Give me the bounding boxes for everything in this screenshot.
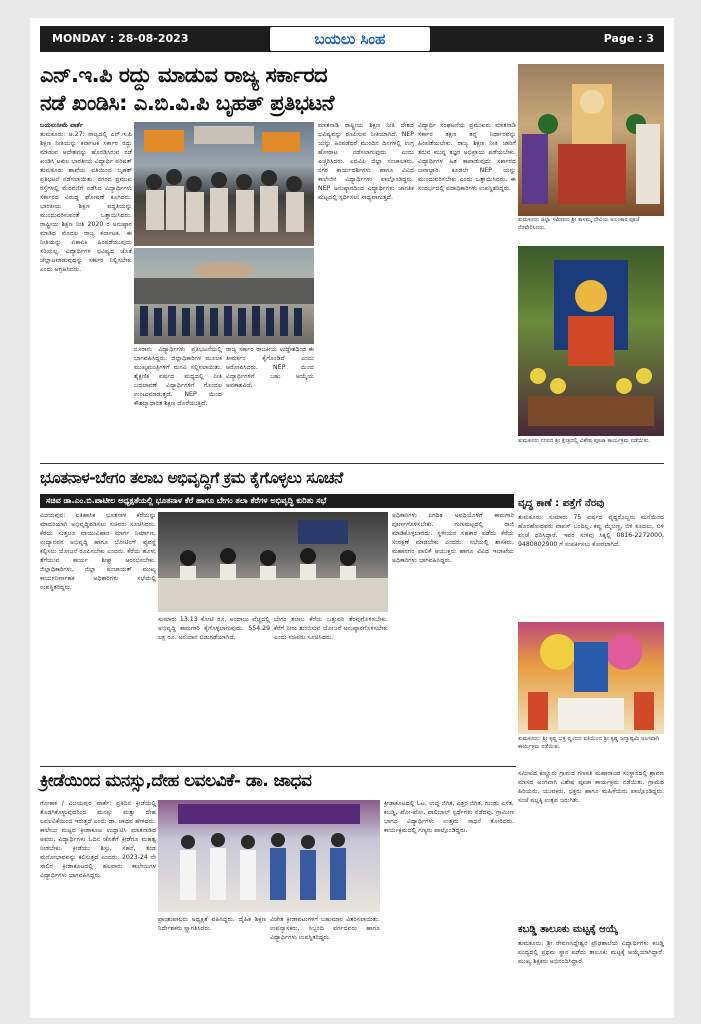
temple-idol-photo-1 — [518, 64, 664, 216]
meeting-photo — [158, 512, 388, 612]
protest-crowd-photo-2 — [134, 248, 314, 344]
newspaper-page — [30, 18, 674, 1018]
story1-col1-text: ತುಮಕೂರು: ಆ.27: ರಾಜ್ಯದಲ್ಲಿ ಎನ್.ಇ.ಪಿ ಶಿಕ್ಷಣ ನೀತಿಯನ್ನು ಕರ್ನಾಟಕ ಸರ್ಕಾರ ರದ್ದು ಮಾಡುವ ಆದೇಶವನ್ನು ಹೊರಡಿಸಿರುವ ನಡೆ ಖಂಡಿಸಿ ಅಖಿಲ ಭಾರತೀಯ ವಿದ್ಯಾರ್ಥಿ ಪರಿಷತ್ ತುಮಕೂರು ಶಾಖೆಯ ವತಿಯಿಂದ ಬೃಹತ್ ಪ್ರತಿಭಟನೆ ನಡೆಸಲಾಯಿತು. ನಗರದ ಪ್ರಮುಖ ರಸ್ತೆಗಳಲ್ಲಿ ಮೆರವಣಿಗೆ ನಡೆಸಿದ ವಿದ್ಯಾರ್ಥಿಗಳು ಸರ್ಕಾರದ ವಿರುದ್ಧ ಘೋಷಣೆ ಕೂಗಿದರು. ಭಾರತೀಯ ಶಿಕ್ಷಣ ಪದ್ಧತಿಯನ್ನು ಮುಂದುವರಿಸುವಂತೆ ಒತ್ತಾಯಿಸಿದರು. ರಾಷ್ಟ್ರೀಯ ಶಿಕ್ಷಣ ನೀತಿ 2020 ರ ಅನುಷ್ಠಾನ ಮಾಡಿದ ಮೊದಲ ರಾಜ್ಯ ಕರ್ನಾಟಕ. ಈ ನೀತಿಯನ್ನು ಏಕಾಏಕಿ ಹಿಂಪಡೆಯುವುದು ಸರಿಯಲ್ಲ. ವಿದ್ಯಾರ್ಥಿಗಳ ಭವಿಷ್ಯದ ಜೊತೆ ಚೆಲ್ಲಾಟವಾಡುವುದನ್ನು ಸರ್ಕಾರ ನಿಲ್ಲಿಸಬೇಕು ಎಂದು ಆಗ್ರಹಿಸಿದರು. — [40, 130, 132, 273]
story1-column-5: ವಿದ್ಯಾರ್ಥಿ ಸಂಘಟನೆಯ ಪ್ರಮುಖರು ಮಾತನಾಡಿ ಸರ್ಕಾರ ತಕ್ಷಣ ತನ್ನ ನಿರ್ಧಾರವನ್ನು ಹಿಂಪಡೆಯಬೇಕು. ರಾಜ್ಯ ಶಿಕ್ಷಣ ನೀತಿ ಜಾರಿಗೆ ತರುವ ಮುನ್ನ ತಜ್ಞರ ಅಭಿಪ್ರಾಯ ಪಡೆಯಬೇಕು. ವಿದ್ಯಾರ್ಥಿಗಳ ಹಿತ ಕಾಪಾಡುವುದು ಸರ್ಕಾರದ ಜವಾಬ್ದಾರಿ. ಕೂಡಲೇ NEP ಯನ್ನು ಮುಂದುವರಿಸಬೇಕು ಎಂದು ಒತ್ತಾಯಿಸಿದರು. ಈ ಸಂದರ್ಭದಲ್ಲಿ ಪದಾಧಿಕಾರಿಗಳು ಉಪಸ್ಥಿತರಿದ್ದರು. — [418, 122, 516, 192]
sports-event-photo — [158, 800, 380, 912]
missing-person-title: ವೃದ್ಧ ಕಾಣೆ : ಪತ್ತೆಗೆ ನೆರವು — [518, 498, 605, 509]
story2-column-4: ಅಧಿಕಾರಿಗಳು ನಿಗದಿತ ಅವಧಿಯೊಳಗೆ ಕಾಮಗಾರಿ ಪೂರ್ಣಗೊಳಿಸಬೇಕು. ಗುಣಮಟ್ಟದಲ್ಲಿ ರಾಜಿ ಮಾಡಿಕೊಳ್ಳಬಾರದು. ಸ್ಥಳೀಯರ ಸಹಕಾರ ಪಡೆದು ಕೆರೆಯ ಸಂರಕ್ಷಣೆ ಮಾಡಬೇಕು ಎಂದರು. ಸಭೆಯಲ್ಲಿ ಶಾಸಕರು, ಮಹಾನಗರ ಪಾಲಿಕೆ ಆಯುಕ್ತರು ಹಾಗೂ ವಿವಿಧ ಇಲಾಖೆಯ ಅಧಿಕಾರಿಗಳು ಭಾಗವಹಿಸಿದ್ದರು. — [392, 512, 514, 564]
festival-photo — [518, 622, 664, 734]
section-divider-2 — [40, 766, 516, 767]
story2-column-1: ವಿಜಯಪುರ: ಐತಿಹಾಸಿಕ ಭೂತನಾಳ ಕೆರೆಯನ್ನು ಮಾದರಿಯಾಗಿ ಅಭಿವೃದ್ಧಿಪಡಿಸಲು ಸಚಿವರು ಸೂಚಿಸಿದರು. ಕೆರೆಯ ಸುತ್ತಲೂ ವಾಯುವಿಹಾರ ಮಾರ್ಗ ನಿರ್ಮಾಣ, ಉದ್ಯಾನವನ ಅಭಿವೃದ್ಧಿ ಹಾಗೂ ಬೋಟಿಂಗ್ ವ್ಯವಸ್ಥೆ ಕಲ್ಪಿಸಲು ಯೋಜನೆ ರೂಪಿಸಬೇಕು ಎಂದರು. ಕೆರೆಯ ಹೂಳು ತೆಗೆಯುವ ಕಾರ್ಯ ಶೀಘ್ರ ಆರಂಭಿಸಬೇಕು. ಜಿಲ್ಲಾಧಿಕಾರಿಗಳು, ಜಿಲ್ಲಾ ಪಂಚಾಯತ್ ಮುಖ್ಯ ಕಾರ್ಯನಿರ್ವಾಹಕ ಅಧಿಕಾರಿಗಳು ಸಭೆಯಲ್ಲಿ ಉಪಸ್ಥಿತರಿದ್ದರು. — [40, 512, 156, 591]
story3-column-4: ಕ್ರೀಡಾಕೂಟದಲ್ಲಿ ಓಟ, ಉದ್ದ ಜಿಗಿತ, ಎತ್ತರ ಜಿಗಿತ, ಗುಂಡು ಎಸೆತ, ಕಬಡ್ಡಿ, ಖೋ-ಖೋ, ವಾಲಿಬಾಲ್ ಸ್ಪರ್ಧೆಗಳು ನಡೆದವು. ಗ್ರಾಮೀಣ ಭಾಗದ ವಿದ್ಯಾರ್ಥಿಗಳು ಉತ್ತಮ ಸಾಧನೆ ತೋರಿದರು. ಕಾರ್ಯಕ್ರಮದಲ್ಲಿ ಗಣ್ಯರು ಪಾಲ್ಗೊಂಡಿದ್ದರು. — [384, 800, 514, 834]
story1-headline-line1: ಎನ್.ಇ.ಪಿ ರದ್ದು ಮಾಡುವ ರಾಜ್ಯ ಸರ್ಕಾರದ — [40, 63, 328, 87]
temple-idol-photo-2 — [518, 246, 664, 436]
newspaper-logo: ಬಯಲು ಸಿಂಹ — [270, 27, 430, 51]
story2-column-2: ಸುಮಾರು 13.13 ಕೋಟಿ ರೂ. ಅಂದಾಜು ವೆಚ್ಚದಲ್ಲಿ ಅಭಿವೃದ್ಧಿ ಕಾಮಗಾರಿ ಕೈಗೊಳ್ಳಲಾಗುವುದು. 554.29 ಲಕ್ಷ ರೂ. ಅನುದಾನ ಬಿಡುಗಡೆಯಾಗಿದೆ. — [158, 616, 270, 641]
story1-byline: ಬಯಲುಸೀಮೆ ವಾರ್ತೆ — [40, 122, 84, 129]
story2-subhead: ಸಚಿವ ಡಾ.ಎಂ.ಬಿ.ಪಾಟೀಲ ಅಧ್ಯಕ್ಷತೆಯಲ್ಲಿ ಭೂತನಾಳ ಕೆರೆ ಹಾಗೂ ಬೇಗಂ ತಲಾ ಕೆರೆಗಳ ಅಭಿವೃದ್ಧಿ ಕುರಿತು ಸಭೆ — [40, 494, 514, 508]
story3-column-1: ಗೋಕಾಕ / ವಿಜಯಪುರ ವಾರ್ತೆ: ಪ್ರತಿದಿನ ಕ್ರೀಡೆಯಲ್ಲಿ ತೊಡಗಿಕೊಳ್ಳುವುದರಿಂದ ಮನಸ್ಸು ಮತ್ತು ದೇಹ ಲವಲವಿಕೆಯಿಂದ ಇರುತ್ತದೆ ಎಂದು ಡಾ. ಜಾಧವ ಹೇಳಿದರು. ಕಾಲೇಜು ಮಟ್ಟದ ಕ್ರೀಡಾಕೂಟ ಉದ್ಘಾಟಿಸಿ ಮಾತನಾಡಿದ ಅವರು, ವಿದ್ಯಾರ್ಥಿಗಳು ಓದಿನ ಜೊತೆಗೆ ಕ್ರೀಡೆಗೂ ಮಹತ್ವ ನೀಡಬೇಕು. ಕ್ರೀಡೆಯು ಶಿಸ್ತು, ಸಹನೆ, ತಂಡ ಮನೋಭಾವವನ್ನು ಕಲಿಸುತ್ತದೆ ಎಂದರು. 2023-24 ನೇ ಸಾಲಿನ ಕ್ರೀಡಾಕೂಟದಲ್ಲಿ ಹಲವಾರು ಕಾಲೇಜುಗಳ ವಿದ್ಯಾರ್ಥಿಗಳು ಭಾಗವಹಿಸಿದ್ದರು. — [40, 800, 156, 879]
temple-photo-2-caption: ತುಮಕೂರು ನಗರದ ಶ್ರೀ ಕ್ಷೇತ್ರದಲ್ಲಿ ವಿಶೇಷ ಪೂಜಾ ಕಾರ್ಯಕ್ರಮ ನಡೆಯಿತು. — [518, 438, 651, 444]
missing-person-text: ತುಮಕೂರು: ಸುಮಾರು 75 ವರ್ಷದ ವೃದ್ಧರೊಬ್ಬರು ಮನೆಯಿಂದ ಹೊರಹೋದವರು ವಾಪಸ್ ಬಂದಿಲ್ಲ. ಕಪ್ಪು ಮೈಬಣ್ಣ, ಬಿಳಿ ಕೂದಲು, ಬಿಳಿ ಪಂಚೆ ಧರಿಸಿದ್ದಾರೆ. ಇವರ ಸುಳಿವು ಸಿಕ್ಕಲ್ಲಿ 0816-2272000, 9480802900 ಗೆ ಸಂಪರ್ಕಿಸಲು ಕೋರಲಾಗಿದೆ. — [518, 514, 664, 548]
story1-column-4: ಮಾತನಾಡಿ ರಾಷ್ಟ್ರೀಯ ಶಿಕ್ಷಣ ನೀತಿ ದೇಶದ ಭವಿಷ್ಯವನ್ನು ರೂಪಿಸುವ ನೀತಿಯಾಗಿದೆ. NEP ಯನ್ನು ಹಿಂಪಡೆದರೆ ಮುಂದಿನ ದಿನಗಳಲ್ಲಿ ಉಗ್ರ ಹೋರಾಟ ನಡೆಸಲಾಗುವುದು ಎಂದು ಎಚ್ಚರಿಸಿದರು. ಎಬಿವಿಪಿ ಜಿಲ್ಲಾ ಸಂಚಾಲಕರು, ನಗರ ಕಾರ್ಯದರ್ಶಿಗಳು ಹಾಗೂ ವಿವಿಧ ಕಾಲೇಜಿನ ವಿದ್ಯಾರ್ಥಿಗಳು ಪಾಲ್ಗೊಂಡಿದ್ದರು. NEP ಅನುಷ್ಠಾನದಿಂದ ವಿದ್ಯಾರ್ಥಿಗಳು ಜಾಗತಿಕ ಮಟ್ಟದಲ್ಲಿ ಸ್ಪರ್ಧಿಸಲು ಸಾಧ್ಯವಾಗುತ್ತದೆ. — [318, 122, 414, 201]
page-number: Page : 3 — [603, 32, 654, 45]
story1-column-2: ನೂರಾರು ವಿದ್ಯಾರ್ಥಿಗಳು ಪ್ರತಿಭಟನೆಯಲ್ಲಿ ಭಾಗವಹಿಸಿದ್ದರು. ಜಿಲ್ಲಾಧಿಕಾರಿಗಳ ಮೂಲಕ ಮುಖ್ಯಮಂತ್ರಿಗಳಿಗೆ ಮನವಿ ಸಲ್ಲಿಸಲಾಯಿತು. ಶೈಕ್ಷಣಿಕ ವರ್ಷದ ಮಧ್ಯದಲ್ಲಿ ನೀತಿ ಬದಲಾವಣೆ ವಿದ್ಯಾರ್ಥಿಗಳಿಗೆ ಗೊಂದಲ ಉಂಟುಮಾಡುತ್ತದೆ. NEP ಯಿಂದ ಕೌಶಲ್ಯಾಧಾರಿತ ಶಿಕ್ಷಣ ದೊರೆಯುತ್ತಿದೆ. — [134, 346, 222, 407]
temple-event-text: ಸಮೀಪದ ಕಣ್ಣೂರು ಗ್ರಾಮದ ಗಣಪತಿ ಮಹಾರಾಜರ ಸಂಸ್ಥಾನದಲ್ಲಿ ಶ್ರಾವಣ ಮಾಸದ ಅಂಗವಾಗಿ ವಿಶೇಷ ಪೂಜಾ ಕಾರ್ಯಕ್ರಮ ನಡೆಯಿತು. ಗ್ರಾಮದ ಹಿರಿಯರು, ಯುವಕರು, ಭಕ್ತರು ಹಾಗೂ ಮಹಿಳೆಯರು ಪಾಲ್ಗೊಂಡಿದ್ದರು. ಸಂಜೆ ಪಲ್ಲಕ್ಕಿ ಉತ್ಸವ ಜರುಗಿತು. — [518, 770, 664, 804]
festival-photo-caption: ತುಮಕೂರು: ಶ್ರೀ ಕೃಷ್ಣ ಭಕ್ತ ವೃಂದದ ವತಿಯಿಂದ ಶ್ರೀ ಕೃಷ್ಣ ಜನ್ಮಾಷ್ಟಮಿ ಅಂಗವಾಗಿ ಕಾರ್ಯಕ್ರಮ ನಡೆಯಿತು. — [518, 736, 659, 750]
story1-column-3: ರಾಜ್ಯ ಸರ್ಕಾರ ರಾಜಕೀಯ ಉದ್ದೇಶದಿಂದ ಈ ತೀರ್ಮಾನ ಕೈಗೊಂಡಿದೆ ಎಂದು ಆರೋಪಿಸಿದರು. NEP ಯಿಂದ ವಿದ್ಯಾರ್ಥಿಗಳಿಗೆ ಬಹು ಆಯ್ಕೆಯ ಅವಕಾಶವಿದೆ. — [226, 346, 314, 389]
section-divider-1 — [40, 463, 664, 464]
issue-date: MONDAY : 28-08-2023 — [52, 32, 189, 45]
kabaddi-news-title: ಕಬಡ್ಡಿ ತಾಲೂಕು ಮಟ್ಟಕ್ಕೆ ಆಯ್ಕೆ — [518, 924, 618, 935]
story3-column-3: ವಿಜೇತ ಕ್ರೀಡಾಪಟುಗಳಿಗೆ ಬಹುಮಾನ ವಿತರಿಸಲಾಯಿತು. ಉಪನ್ಯಾಸಕರು, ಸಿಬ್ಬಂದಿ ವರ್ಗದವರು ಹಾಗೂ ವಿದ್ಯಾರ್ಥಿಗಳು ಉಪಸ್ಥಿತರಿದ್ದರು. — [270, 916, 380, 941]
story2-column-3: ಬೇಗಂ ತಲಾಬ ಕೆರೆಯ ಒತ್ತುವರಿ ತೆರವುಗೊಳಿಸಬೇಕು. ಕೆರೆಗೆ ನೀರು ತುಂಬಿಸುವ ಯೋಜನೆ ಅನುಷ್ಠಾನಗೊಳಿಸಬೇಕು ಎಂದು ಸಚಿವರು ಸೂಚಿಸಿದರು. — [274, 616, 388, 641]
protest-crowd-photo-1 — [134, 122, 314, 246]
masthead — [40, 26, 664, 52]
story3-column-2: ಪ್ರಾಂಶುಪಾಲರು ಅಧ್ಯಕ್ಷತೆ ವಹಿಸಿದ್ದರು. ದೈಹಿಕ ಶಿಕ್ಷಣ ನಿರ್ದೇಶಕರು ಸ್ವಾಗತಿಸಿದರು. — [158, 916, 266, 932]
temple-photo-1-caption: ತುಮಕೂರು ಜಿಲ್ಲಾ ಸಮೀಪದ ಶ್ರೀ ಕಾಳಮ್ಮ ದೇವಿಯ ಅಲಂಕಾರ ಪೂಜೆ ನೆರವೇರಿಸಿದರು. — [518, 217, 640, 231]
story2-headline: ಭೂತನಾಳ-ಬೇಗಂ ತಲಾಬ ಅಭಿವೃದ್ಧಿಗೆ ಕ್ರಮ ಕೈಗೊಳ್ಳಲು ಸೂಚನೆ — [40, 469, 343, 487]
story1-headline-line2: ನಡೆ ಖಂಡಿಸಿ: ಎ.ಬಿ.ವಿ.ಪಿ ಬೃಹತ್ ಪ್ರತಿಭಟನೆ — [40, 91, 334, 115]
kabaddi-news-text: ತುಮಕೂರು: ಶ್ರೀ ರೇವಣಸಿದ್ದೇಶ್ವರ ಪ್ರೌಢಶಾಲೆಯ ವಿದ್ಯಾರ್ಥಿಗಳು ಕಬಡ್ಡಿ ಪಂದ್ಯದಲ್ಲಿ ಪ್ರಥಮ ಸ್ಥಾನ ಪಡೆದು ತಾಲೂಕು ಮಟ್ಟಕ್ಕೆ ಆಯ್ಕೆಯಾಗಿದ್ದಾರೆ. ಮುಖ್ಯ ಶಿಕ್ಷಕರು ಅಭಿನಂದಿಸಿದ್ದಾರೆ. — [518, 940, 664, 965]
story1-column-1 — [40, 122, 132, 456]
story3-headline: ಕ್ರೀಡೆಯಿಂದ ಮನಸ್ಸು,ದೇಹ ಲವಲವಿಕೆ- ಡಾ. ಜಾಧವ — [40, 771, 312, 791]
